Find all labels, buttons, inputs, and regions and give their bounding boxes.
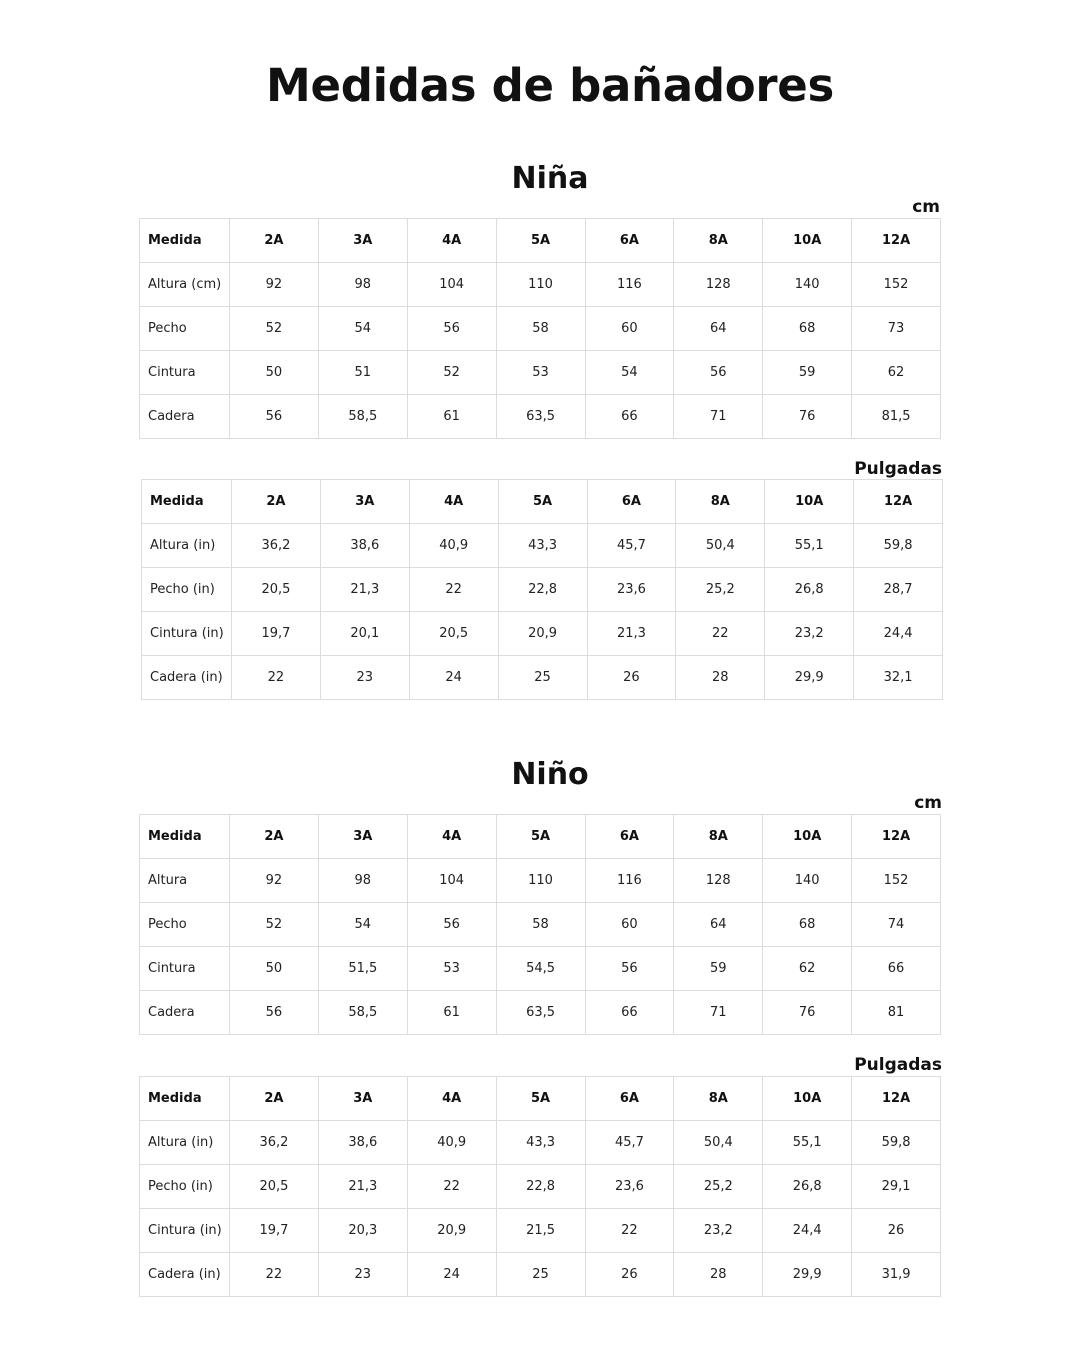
table-cell: 81 bbox=[852, 991, 941, 1035]
row-label: Altura bbox=[140, 859, 230, 903]
table-cell: 43,3 bbox=[498, 524, 587, 568]
table-cell: 71 bbox=[674, 991, 763, 1035]
row-label: Altura (in) bbox=[142, 524, 232, 568]
table-cell: 140 bbox=[763, 859, 852, 903]
row-label: Cintura bbox=[140, 351, 230, 395]
table-row bbox=[142, 612, 943, 656]
table-cell: 60 bbox=[585, 307, 674, 351]
column-header-size: 6A bbox=[585, 219, 674, 263]
table-cell: 29,9 bbox=[763, 1253, 852, 1297]
table-row bbox=[140, 947, 941, 991]
column-header-size: 8A bbox=[674, 1077, 763, 1121]
table-cell: 61 bbox=[407, 395, 496, 439]
table-cell: 28 bbox=[676, 656, 765, 700]
column-header-size: 8A bbox=[674, 219, 763, 263]
table-cell: 25,2 bbox=[674, 1165, 763, 1209]
table-cell: 36,2 bbox=[232, 524, 321, 568]
table-cell: 50,4 bbox=[676, 524, 765, 568]
table-cell: 54,5 bbox=[496, 947, 585, 991]
table-cell: 76 bbox=[763, 395, 852, 439]
table-cell: 56 bbox=[674, 351, 763, 395]
table-cell: 54 bbox=[318, 307, 407, 351]
table-cell: 64 bbox=[674, 903, 763, 947]
table-cell: 58 bbox=[496, 903, 585, 947]
column-header-size: 6A bbox=[585, 815, 674, 859]
column-header-measure: Medida bbox=[140, 219, 230, 263]
table-cell: 26,8 bbox=[763, 1165, 852, 1209]
column-header-size: 5A bbox=[496, 219, 585, 263]
table-cell: 56 bbox=[230, 395, 319, 439]
column-header-size: 12A bbox=[852, 1077, 941, 1121]
table-cell: 22 bbox=[676, 612, 765, 656]
table-row bbox=[140, 859, 941, 903]
column-header-size: 10A bbox=[765, 480, 854, 524]
column-header-size: 8A bbox=[674, 815, 763, 859]
table-cell: 64 bbox=[674, 307, 763, 351]
table-cell: 20,5 bbox=[232, 568, 321, 612]
table-cell: 23 bbox=[318, 1253, 407, 1297]
table-cell: 28,7 bbox=[854, 568, 943, 612]
table-cell: 23 bbox=[320, 656, 409, 700]
table-cell: 19,7 bbox=[230, 1209, 319, 1253]
column-header-size: 2A bbox=[230, 219, 319, 263]
table-cell: 116 bbox=[585, 859, 674, 903]
table-cell: 22 bbox=[407, 1165, 496, 1209]
table-cell: 98 bbox=[318, 859, 407, 903]
unit-label-inches: Pulgadas bbox=[854, 459, 942, 479]
table-cell: 56 bbox=[230, 991, 319, 1035]
table-cell: 68 bbox=[763, 903, 852, 947]
table-cell: 24 bbox=[407, 1253, 496, 1297]
column-header-size: 6A bbox=[585, 1077, 674, 1121]
table-cell: 63,5 bbox=[496, 991, 585, 1035]
table-cell: 54 bbox=[585, 351, 674, 395]
table-row bbox=[142, 524, 943, 568]
table-cell: 29,1 bbox=[852, 1165, 941, 1209]
column-header-size: 2A bbox=[230, 1077, 319, 1121]
table-cell: 56 bbox=[407, 307, 496, 351]
table-row bbox=[140, 307, 941, 351]
column-header-size: 12A bbox=[852, 815, 941, 859]
row-label: Pecho bbox=[140, 307, 230, 351]
table-cell: 21,5 bbox=[496, 1209, 585, 1253]
table-row bbox=[140, 1209, 941, 1253]
table-row bbox=[142, 656, 943, 700]
table-cell: 32,1 bbox=[854, 656, 943, 700]
column-header-size: 4A bbox=[407, 815, 496, 859]
column-header-size: 4A bbox=[409, 480, 498, 524]
section-title-nina: Niña bbox=[511, 161, 589, 196]
column-header-size: 3A bbox=[320, 480, 409, 524]
table-header-row bbox=[140, 219, 941, 263]
page-title: Medidas de bañadores bbox=[266, 59, 834, 112]
table-cell: 59,8 bbox=[852, 1121, 941, 1165]
table-cell: 50 bbox=[230, 351, 319, 395]
table-cell: 21,3 bbox=[587, 612, 676, 656]
table-cell: 28 bbox=[674, 1253, 763, 1297]
table-cell: 110 bbox=[496, 263, 585, 307]
table-cell: 63,5 bbox=[496, 395, 585, 439]
table-cell: 66 bbox=[585, 395, 674, 439]
row-label: Cintura (in) bbox=[142, 612, 232, 656]
table-cell: 19,7 bbox=[232, 612, 321, 656]
row-label: Altura (cm) bbox=[140, 263, 230, 307]
size-table bbox=[139, 218, 941, 439]
table-cell: 56 bbox=[585, 947, 674, 991]
table-cell: 40,9 bbox=[409, 524, 498, 568]
unit-label-inches: Pulgadas bbox=[854, 1055, 942, 1075]
row-label: Cadera bbox=[140, 395, 230, 439]
table-cell: 20,9 bbox=[498, 612, 587, 656]
column-header-size: 4A bbox=[407, 219, 496, 263]
table-cell: 74 bbox=[852, 903, 941, 947]
table-row bbox=[140, 263, 941, 307]
table-row bbox=[140, 1165, 941, 1209]
unit-label-cm: cm bbox=[912, 197, 940, 217]
table-cell: 53 bbox=[496, 351, 585, 395]
column-header-size: 5A bbox=[496, 815, 585, 859]
table-cell: 22 bbox=[230, 1253, 319, 1297]
table-cell: 45,7 bbox=[587, 524, 676, 568]
column-header-size: 3A bbox=[318, 815, 407, 859]
column-header-size: 4A bbox=[407, 1077, 496, 1121]
table-cell: 25,2 bbox=[676, 568, 765, 612]
table-row bbox=[142, 568, 943, 612]
table-row bbox=[140, 1121, 941, 1165]
table-cell: 23,2 bbox=[765, 612, 854, 656]
table-cell: 60 bbox=[585, 903, 674, 947]
table-cell: 56 bbox=[407, 903, 496, 947]
table-cell: 62 bbox=[763, 947, 852, 991]
table-cell: 92 bbox=[230, 859, 319, 903]
table-header-row bbox=[140, 815, 941, 859]
column-header-size: 5A bbox=[498, 480, 587, 524]
table-cell: 21,3 bbox=[320, 568, 409, 612]
table-cell: 26,8 bbox=[765, 568, 854, 612]
table-cell: 36,2 bbox=[230, 1121, 319, 1165]
table-cell: 52 bbox=[230, 307, 319, 351]
table-cell: 38,6 bbox=[320, 524, 409, 568]
table-cell: 25 bbox=[498, 656, 587, 700]
table-cell: 22 bbox=[585, 1209, 674, 1253]
section-title-nino: Niño bbox=[511, 757, 589, 792]
table-cell: 52 bbox=[230, 903, 319, 947]
table-cell: 26 bbox=[585, 1253, 674, 1297]
table-cell: 20,5 bbox=[230, 1165, 319, 1209]
table-row bbox=[140, 903, 941, 947]
table-cell: 76 bbox=[763, 991, 852, 1035]
column-header-size: 2A bbox=[232, 480, 321, 524]
column-header-measure: Medida bbox=[140, 1077, 230, 1121]
table-cell: 128 bbox=[674, 263, 763, 307]
table-cell: 59,8 bbox=[854, 524, 943, 568]
column-header-size: 10A bbox=[763, 219, 852, 263]
table-header-row bbox=[142, 480, 943, 524]
table-row bbox=[140, 991, 941, 1035]
table-cell: 24 bbox=[409, 656, 498, 700]
row-label: Cintura (in) bbox=[140, 1209, 230, 1253]
table-cell: 59 bbox=[674, 947, 763, 991]
table-cell: 20,3 bbox=[318, 1209, 407, 1253]
table-cell: 152 bbox=[852, 859, 941, 903]
table-cell: 51 bbox=[318, 351, 407, 395]
table-cell: 26 bbox=[852, 1209, 941, 1253]
row-label: Pecho (in) bbox=[140, 1165, 230, 1209]
table-cell: 22,8 bbox=[498, 568, 587, 612]
table-cell: 20,5 bbox=[409, 612, 498, 656]
table-cell: 38,6 bbox=[318, 1121, 407, 1165]
table-cell: 66 bbox=[852, 947, 941, 991]
column-header-size: 8A bbox=[676, 480, 765, 524]
table-cell: 45,7 bbox=[585, 1121, 674, 1165]
table-cell: 22 bbox=[232, 656, 321, 700]
table-cell: 92 bbox=[230, 263, 319, 307]
table-cell: 62 bbox=[852, 351, 941, 395]
table-cell: 104 bbox=[407, 859, 496, 903]
table-row bbox=[140, 351, 941, 395]
table-cell: 22 bbox=[409, 568, 498, 612]
size-table bbox=[139, 814, 941, 1035]
size-table bbox=[141, 479, 943, 700]
column-header-size: 12A bbox=[852, 219, 941, 263]
table-cell: 58 bbox=[496, 307, 585, 351]
table-cell: 26 bbox=[587, 656, 676, 700]
table-cell: 22,8 bbox=[496, 1165, 585, 1209]
column-header-size: 6A bbox=[587, 480, 676, 524]
table-cell: 25 bbox=[496, 1253, 585, 1297]
table-cell: 55,1 bbox=[763, 1121, 852, 1165]
row-label: Cintura bbox=[140, 947, 230, 991]
column-header-size: 3A bbox=[318, 219, 407, 263]
column-header-size: 3A bbox=[318, 1077, 407, 1121]
row-label: Cadera (in) bbox=[140, 1253, 230, 1297]
table-cell: 61 bbox=[407, 991, 496, 1035]
size-table bbox=[139, 1076, 941, 1297]
table-cell: 43,3 bbox=[496, 1121, 585, 1165]
table-cell: 50 bbox=[230, 947, 319, 991]
table-cell: 53 bbox=[407, 947, 496, 991]
table-cell: 110 bbox=[496, 859, 585, 903]
table-cell: 71 bbox=[674, 395, 763, 439]
table-row bbox=[140, 395, 941, 439]
table-cell: 98 bbox=[318, 263, 407, 307]
table-cell: 21,3 bbox=[318, 1165, 407, 1209]
table-cell: 59 bbox=[763, 351, 852, 395]
table-cell: 104 bbox=[407, 263, 496, 307]
column-header-measure: Medida bbox=[142, 480, 232, 524]
column-header-size: 10A bbox=[763, 1077, 852, 1121]
table-cell: 23,2 bbox=[674, 1209, 763, 1253]
table-cell: 128 bbox=[674, 859, 763, 903]
table-header-row bbox=[140, 1077, 941, 1121]
table-cell: 31,9 bbox=[852, 1253, 941, 1297]
table-cell: 68 bbox=[763, 307, 852, 351]
table-cell: 24,4 bbox=[763, 1209, 852, 1253]
table-cell: 51,5 bbox=[318, 947, 407, 991]
table-cell: 58,5 bbox=[318, 991, 407, 1035]
unit-label-cm: cm bbox=[914, 793, 942, 813]
table-cell: 81,5 bbox=[852, 395, 941, 439]
column-header-measure: Medida bbox=[140, 815, 230, 859]
table-cell: 73 bbox=[852, 307, 941, 351]
table-cell: 40,9 bbox=[407, 1121, 496, 1165]
column-header-size: 2A bbox=[230, 815, 319, 859]
table-cell: 54 bbox=[318, 903, 407, 947]
table-cell: 66 bbox=[585, 991, 674, 1035]
table-cell: 152 bbox=[852, 263, 941, 307]
row-label: Pecho bbox=[140, 903, 230, 947]
table-cell: 50,4 bbox=[674, 1121, 763, 1165]
row-label: Pecho (in) bbox=[142, 568, 232, 612]
table-cell: 52 bbox=[407, 351, 496, 395]
row-label: Altura (in) bbox=[140, 1121, 230, 1165]
table-cell: 29,9 bbox=[765, 656, 854, 700]
table-cell: 23,6 bbox=[585, 1165, 674, 1209]
table-cell: 20,1 bbox=[320, 612, 409, 656]
table-row bbox=[140, 1253, 941, 1297]
column-header-size: 5A bbox=[496, 1077, 585, 1121]
row-label: Cadera bbox=[140, 991, 230, 1035]
table-cell: 23,6 bbox=[587, 568, 676, 612]
table-cell: 20,9 bbox=[407, 1209, 496, 1253]
column-header-size: 10A bbox=[763, 815, 852, 859]
table-cell: 140 bbox=[763, 263, 852, 307]
table-cell: 55,1 bbox=[765, 524, 854, 568]
table-cell: 58,5 bbox=[318, 395, 407, 439]
row-label: Cadera (in) bbox=[142, 656, 232, 700]
column-header-size: 12A bbox=[854, 480, 943, 524]
table-cell: 116 bbox=[585, 263, 674, 307]
table-cell: 24,4 bbox=[854, 612, 943, 656]
